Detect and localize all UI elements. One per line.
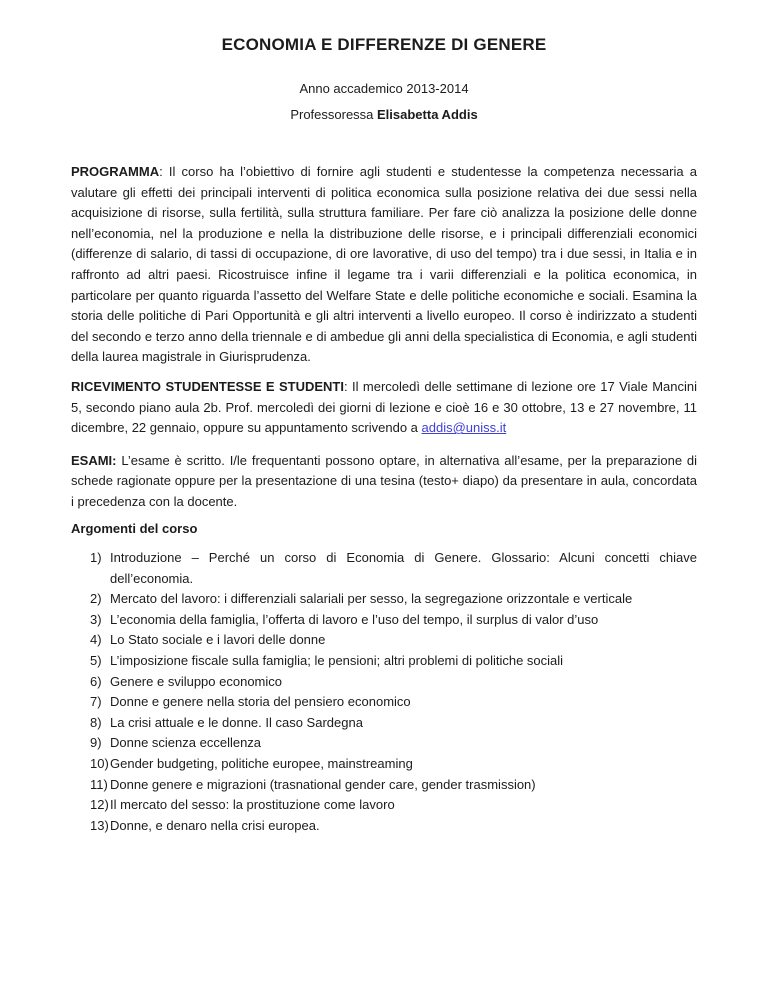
- course-topics-list: [71, 548, 697, 836]
- topic-number: 3): [90, 611, 102, 627]
- topic-text: Genere e sviluppo economico: [110, 673, 282, 689]
- topic-number: 2): [90, 591, 102, 607]
- topic-number: 8): [90, 714, 102, 730]
- programma-text: : Il corso ha l’obiettivo di fornire agli studenti e studentesse la competenza necessaria a valutare gli effetti dei principali interventi di politica economica sulla posizione relativa dei due sessi nella acquisizione di risorse, sulla fertilità, sulla struttura familiare. Per fare ciò analizza la posizione delle donne nell’economia, nel la produzione e nella la distribuzione delle risorse, e i principali differenziali economici (differenze di salario, di tassi di occupazione, di ore lavorative, di uso del tempo) tra i due sessi, in Italia e in raffronto ad altri paesi. Ricostruisce infine il legame tra i varii differenziali e la politica economica, in particolare per quanto riguarda l’assetto del Welfare State e delle politiche economiche e sociali. Esamina la storia delle politiche di Pari Opportunità e gli altri interventi a livello europeo. Il corso è indirizzato a studenti del secondo e terzo anno della triennale e di ambedue gli anni della specialistica di Economia, e agli studenti della laurea magistrale in Giurisprudenza.: [71, 164, 697, 365]
- topic-item: [90, 733, 697, 754]
- esami-label: ESAMI:: [71, 452, 117, 468]
- esami-text: L’esame è scritto. I/le frequentanti possono optare, in alternativa all’esame, per la preparazione di schede ragionate oppure per la presentazione di una tesina (testo+ diapo) da presentare in aula, concordata i precedenza con la docente.: [71, 452, 697, 509]
- topic-text: Mercato del lavoro: i differenziali salariali per sesso, la segregazione orizzontale e verticale: [110, 591, 633, 607]
- topic-text: Donne, e denaro nella crisi europea.: [110, 817, 320, 833]
- esami-paragraph: [71, 451, 697, 513]
- ricevimento-label: RICEVIMENTO STUDENTESSE E STUDENTI: [71, 378, 344, 394]
- topic-item: [90, 692, 697, 713]
- topic-text: Gender budgeting, politiche europee, mainstreaming: [110, 756, 413, 772]
- ricevimento-paragraph: [71, 377, 697, 439]
- topic-text: L’economia della famiglia, l’offerta di lavoro e l’uso del tempo, il surplus di valor d’uso: [110, 611, 599, 627]
- topic-text: Donne genere e migrazioni (trasnational gender care, gender trasmission): [110, 776, 536, 792]
- topic-number: 4): [90, 632, 102, 648]
- programma-paragraph: [71, 162, 697, 368]
- topic-item: [90, 548, 697, 589]
- topic-number: 11): [90, 776, 108, 792]
- topic-number: 12): [90, 797, 109, 813]
- topic-item: [90, 651, 697, 672]
- professor-prefix: Professoressa: [290, 107, 378, 122]
- email-link[interactable]: addis@uniss.it: [421, 420, 507, 436]
- topic-text: Lo Stato sociale e i lavori delle donne: [110, 632, 326, 648]
- topic-number: 1): [90, 550, 102, 566]
- topic-item: [90, 754, 697, 775]
- topic-item: [90, 610, 697, 631]
- topic-number: 9): [90, 735, 102, 751]
- topics-heading: Argomenti del corso: [71, 520, 198, 536]
- programma-label: PROGRAMMA: [71, 164, 160, 179]
- topic-text: L’imposizione fiscale sulla famiglia; le pensioni; altri problemi di politiche sociali: [110, 653, 564, 669]
- topic-text: Donne scienza eccellenza: [110, 735, 262, 751]
- topic-number: 7): [90, 694, 102, 710]
- topic-item: [90, 816, 697, 837]
- topic-text: Il mercato del sesso: la prostituzione come lavoro: [110, 797, 395, 813]
- topic-text: Introduzione – Perché un corso di Economia di Genere. Glossario: Alcuni concetti chiave dell’economia.: [110, 550, 697, 586]
- topic-item: [90, 672, 697, 693]
- topic-item: [90, 630, 697, 651]
- professor-name: Elisabetta Addis: [377, 107, 478, 122]
- topic-item: [90, 589, 697, 610]
- page-title: ECONOMIA E DIFFERENZE DI GENERE: [221, 35, 547, 54]
- topic-text: La crisi attuale e le donne. Il caso Sardegna: [110, 714, 363, 730]
- topic-number: 13): [90, 817, 109, 833]
- topic-text: Donne e genere nella storia del pensiero economico: [110, 694, 411, 710]
- topic-number: 10): [90, 756, 109, 772]
- academic-year-line: Anno accademico 2013-2014: [299, 81, 469, 96]
- topic-number: 6): [90, 673, 102, 689]
- topic-item: [90, 775, 697, 796]
- topic-item: [90, 795, 697, 816]
- ricevimento-text: : Il mercoledì delle settimane di lezione ore 17 Viale Mancini 5, secondo piano aula 2b. Prof. mercoledì dei giorni di lezione e cioè 16 e 30 ottobre, 13 e 27 novembre, 11 dicembre, 22 gennaio, oppure su appuntamento scrivendo a: [71, 378, 697, 436]
- professor-line: [71, 106, 697, 124]
- topic-number: 5): [90, 653, 102, 669]
- topic-item: [90, 713, 697, 734]
